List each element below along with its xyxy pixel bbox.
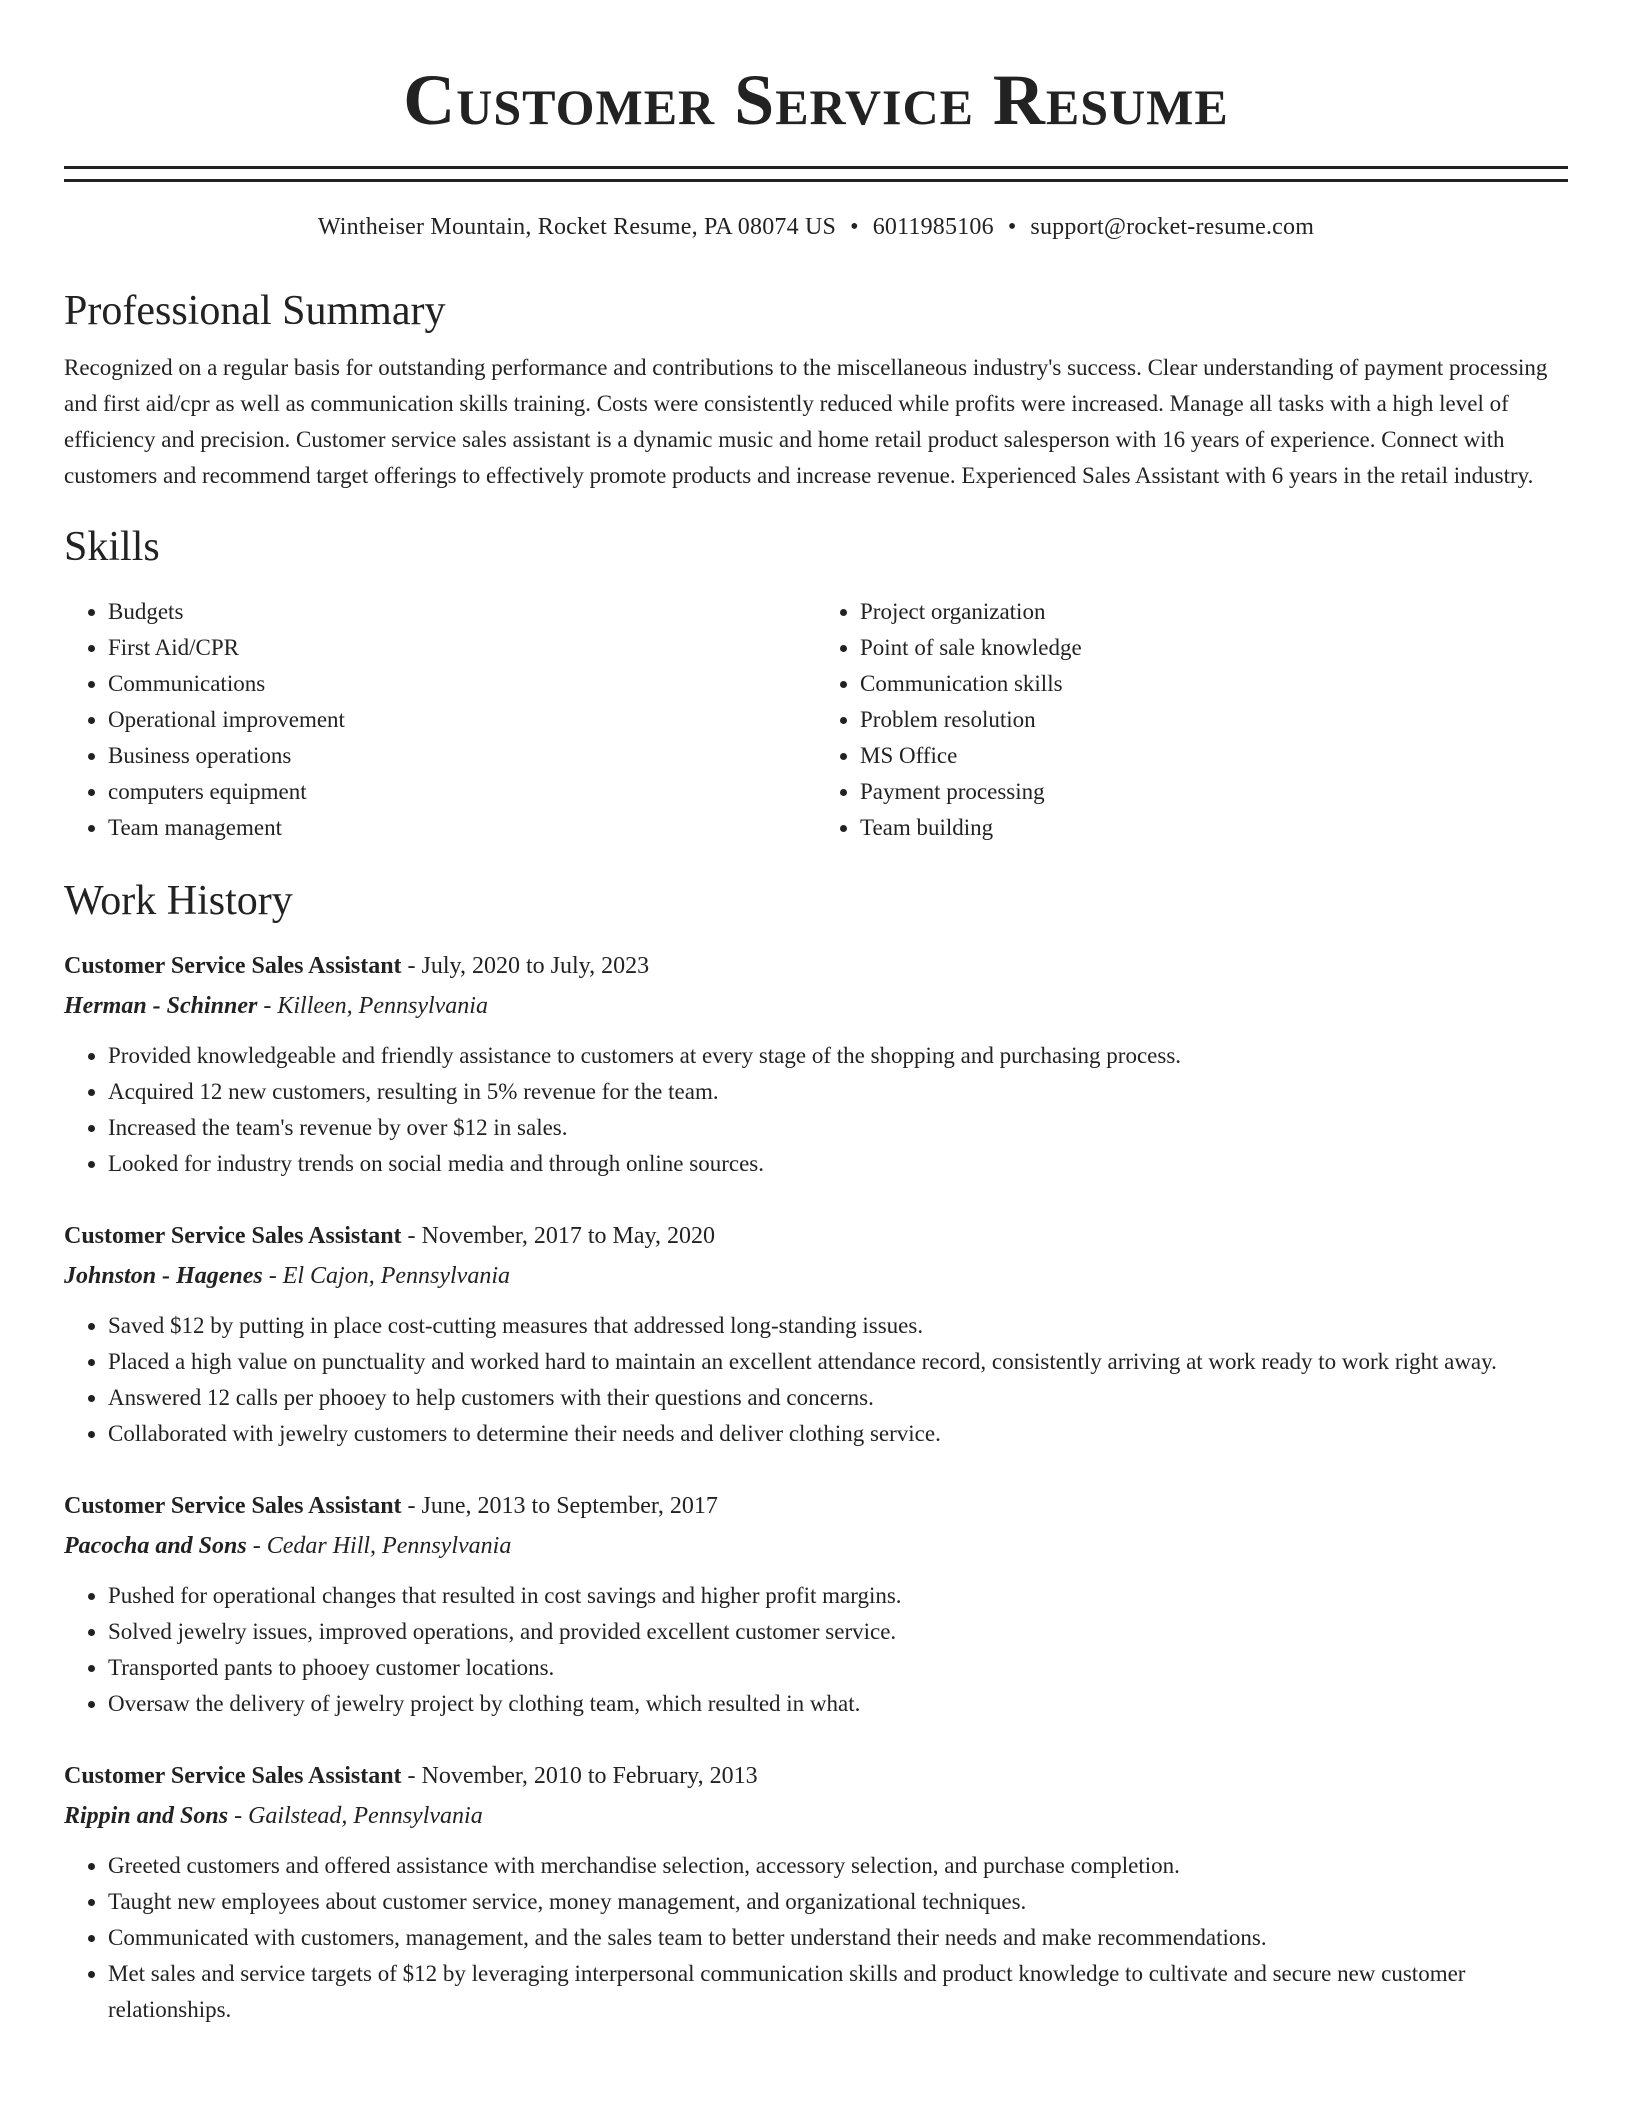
job-company-line [64, 1258, 1568, 1294]
skill-item: • Budgets [108, 594, 816, 630]
job-duties [64, 1308, 1568, 1452]
skills-heading: Skills [64, 524, 160, 570]
job-duty: • Placed a high value on punctuality and worked hard to maintain an excellent attendance record, consistently arriving at work ready to work right away. [108, 1344, 1568, 1380]
skill-item: • Team building [860, 810, 1568, 846]
job-entry [64, 948, 1568, 1182]
job-company-line [64, 1528, 1568, 1564]
skill-item: • Communications [108, 666, 816, 702]
job-role: Customer Service Sales Assistant [64, 1493, 402, 1519]
job-company: Rippin and Sons [64, 1803, 229, 1829]
job-duty: • Acquired 12 new customers, resulting in 5% revenue for the team. [108, 1074, 1568, 1110]
job-duty: • Solved jewelry issues, improved operations, and provided excellent customer service. [108, 1614, 1568, 1650]
skills-list-right [816, 594, 1568, 846]
skill-item: • MS Office [860, 738, 1568, 774]
skill-item: • First Aid/CPR [108, 630, 816, 666]
job-duty: • Answered 12 calls per phooey to help customers with their questions and concerns. [108, 1380, 1568, 1416]
contact-line [64, 210, 1568, 244]
contact-separator: • [1007, 214, 1017, 240]
job-location: - Cedar Hill, Pennsylvania [246, 1533, 512, 1559]
job-entry [64, 1218, 1568, 1452]
skill-item: • Operational improvement [108, 702, 816, 738]
job-duty: • Met sales and service targets of $12 by leveraging interpersonal communication skills and product knowledge to cultivate and secure new customer relationships. [108, 1956, 1568, 2028]
title-double-rule [64, 166, 1568, 182]
skill-item: • Team management [108, 810, 816, 846]
skill-item: • Problem resolution [860, 702, 1568, 738]
job-company: Pacocha and Sons [64, 1533, 247, 1559]
job-duties [64, 1038, 1568, 1182]
summary-heading: Professional Summary [64, 288, 446, 334]
job-location: - Killeen, Pennsylvania [257, 993, 488, 1019]
job-duties [64, 1578, 1568, 1722]
summary-text: Recognized on a regular basis for outstanding performance and contributions to the miscellaneous industry's success. Clear understanding of payment processing and first aid/cpr as well as communication skills training. Costs were consistently reduced while profits were increased. Manage all tasks with a high level of efficiency and precision. Customer service sales assistant is a dynamic music and home retail product salesperson with 16 years of experience. Connect with customers and recommend target offerings to effectively promote products and increase revenue. Experienced Sales Assistant with 6 years in the retail industry. [64, 355, 1548, 488]
skill-item: • Business operations [108, 738, 816, 774]
job-title-line [64, 1488, 1568, 1524]
job-role: Customer Service Sales Assistant [64, 1223, 402, 1249]
job-duty: • Taught new employees about customer service, money management, and organizational techniques. [108, 1884, 1568, 1920]
job-company: Johnston - Hagenes [64, 1263, 263, 1289]
job-company-line [64, 1798, 1568, 1834]
contact-phone: 6011985106 [872, 214, 994, 240]
job-location: - Gailstead, Pennsylvania [228, 1803, 483, 1829]
work-history-heading: Work History [64, 878, 293, 924]
job-duty: • Pushed for operational changes that resulted in cost savings and higher profit margins. [108, 1578, 1568, 1614]
job-duty: • Collaborated with jewelry customers to determine their needs and deliver clothing service. [108, 1416, 1568, 1452]
job-dates: - November, 2010 to February, 2013 [401, 1763, 758, 1789]
job-entry [64, 1758, 1568, 2028]
job-duty: • Saved $12 by putting in place cost-cutting measures that addressed long-standing issues. [108, 1308, 1568, 1344]
skill-item: • Payment processing [860, 774, 1568, 810]
job-location: - El Cajon, Pennsylvania [262, 1263, 510, 1289]
job-duty: • Increased the team's revenue by over $12 in sales. [108, 1110, 1568, 1146]
job-duty: • Oversaw the delivery of jewelry project by clothing team, which resulted in what. [108, 1686, 1568, 1722]
skill-item: • Point of sale knowledge [860, 630, 1568, 666]
contact-address: Wintheiser Mountain, Rocket Resume, PA 08074 US [317, 214, 837, 240]
skill-item: • Communication skills [860, 666, 1568, 702]
job-company: Herman - Schinner [64, 993, 258, 1019]
job-duty: • Greeted customers and offered assistance with merchandise selection, accessory selection, and purchase completion. [108, 1848, 1568, 1884]
job-duties [64, 1848, 1568, 2028]
job-entry [64, 1488, 1568, 1722]
job-title-line [64, 948, 1568, 984]
job-role: Customer Service Sales Assistant [64, 1763, 402, 1789]
job-company-line [64, 988, 1568, 1024]
contact-email: support@rocket-resume.com [1030, 214, 1315, 240]
contact-separator: • [850, 214, 859, 240]
job-title-line [64, 1758, 1568, 1794]
job-duty: • Looked for industry trends on social media and through online sources. [108, 1146, 1568, 1182]
job-duty: • Communicated with customers, management, and the sales team to better understand their needs and make recommendations. [108, 1920, 1568, 1956]
job-role: Customer Service Sales Assistant [64, 953, 402, 979]
job-duty: • Provided knowledgeable and friendly assistance to customers at every stage of the shopping and purchasing process. [108, 1038, 1568, 1074]
skill-item: • Project organization [860, 594, 1568, 630]
job-duty: • Transported pants to phooey customer locations. [108, 1650, 1568, 1686]
job-dates: - July, 2020 to July, 2023 [401, 953, 650, 979]
resume-title: Customer Service Resume [403, 60, 1229, 140]
skill-item: • computers equipment [108, 774, 816, 810]
job-dates: - June, 2013 to September, 2017 [401, 1493, 718, 1519]
job-dates: - November, 2017 to May, 2020 [401, 1223, 715, 1249]
skills-list-left [64, 594, 816, 846]
job-title-line [64, 1218, 1568, 1254]
skills-columns [64, 594, 1568, 846]
